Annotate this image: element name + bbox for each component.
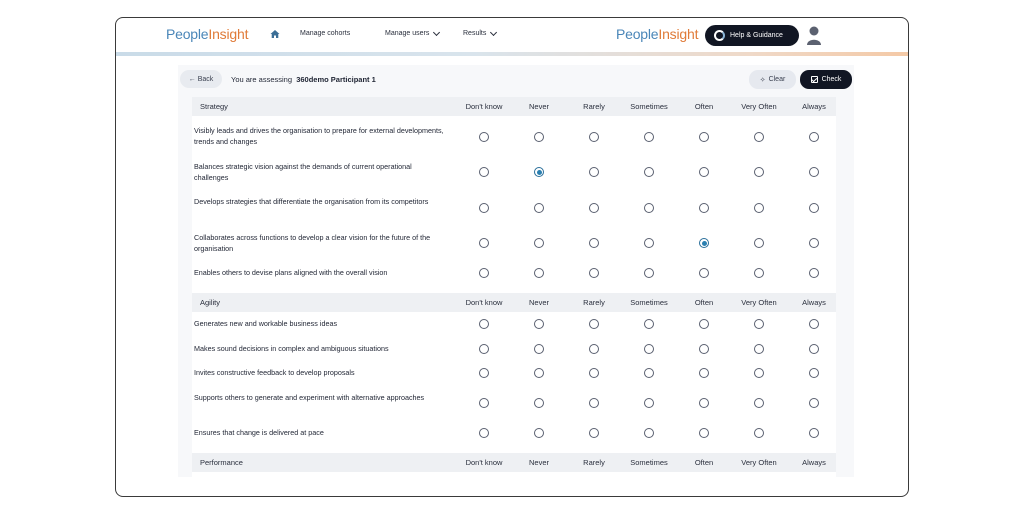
- rating-radio[interactable]: [754, 428, 764, 438]
- column-header: Don't know: [465, 458, 503, 467]
- rating-radio[interactable]: [699, 238, 709, 248]
- column-header: Sometimes: [630, 102, 668, 111]
- question-text: Collaborates across functions to develop a clear vision for the future of the organisation: [194, 233, 431, 253]
- rating-radio[interactable]: [809, 167, 819, 177]
- rating-radio[interactable]: [479, 428, 489, 438]
- column-header: Rarely: [583, 458, 605, 467]
- column-header: Never: [528, 298, 550, 307]
- rating-radio[interactable]: [589, 203, 599, 213]
- assessment-panel: [178, 65, 854, 477]
- rating-radio[interactable]: [534, 368, 544, 378]
- rating-radio[interactable]: [809, 203, 819, 213]
- rating-radio[interactable]: [699, 319, 709, 329]
- participant-name: 360demo Participant 1: [296, 75, 376, 84]
- rating-radio[interactable]: [534, 268, 544, 278]
- rating-radio[interactable]: [479, 368, 489, 378]
- rating-radio[interactable]: [589, 344, 599, 354]
- nav-manage-users[interactable]: Manage users: [385, 30, 439, 37]
- rating-radio[interactable]: [754, 398, 764, 408]
- eraser-icon: ✧: [759, 76, 766, 84]
- column-header: Very Often: [741, 102, 777, 111]
- rating-radio[interactable]: [589, 238, 599, 248]
- rating-radio[interactable]: [534, 428, 544, 438]
- rating-radio[interactable]: [809, 368, 819, 378]
- question-text: Visibly leads and drives the organisation to prepare for external developments, trends and changes: [194, 126, 444, 146]
- column-header: Very Often: [741, 458, 777, 467]
- rating-radio[interactable]: [589, 368, 599, 378]
- rating-radio[interactable]: [534, 203, 544, 213]
- column-header: Rarely: [583, 102, 605, 111]
- column-header: Often: [694, 458, 714, 467]
- rating-radio[interactable]: [479, 398, 489, 408]
- section-header-agility: [192, 293, 836, 312]
- rating-radio[interactable]: [589, 319, 599, 329]
- rating-radio[interactable]: [754, 344, 764, 354]
- app-window: [115, 17, 909, 497]
- rating-radio[interactable]: [479, 319, 489, 329]
- question-text: Enables others to devise plans aligned with the overall vision: [194, 268, 388, 277]
- section-header-performance: [192, 453, 836, 472]
- rating-radio[interactable]: [754, 132, 764, 142]
- rating-radio[interactable]: [644, 132, 654, 142]
- nav-results[interactable]: Results: [463, 30, 496, 37]
- question-text: Ensures that change is delivered at pace: [194, 428, 324, 437]
- rating-radio[interactable]: [534, 398, 544, 408]
- arrow-left-icon: ←: [188, 75, 196, 83]
- rating-radio[interactable]: [534, 319, 544, 329]
- question-text: Makes sound decisions in complex and ambiguous situations: [194, 344, 389, 353]
- column-header: Sometimes: [630, 298, 668, 307]
- check-button[interactable]: Check: [800, 70, 852, 89]
- rating-radio[interactable]: [644, 203, 654, 213]
- column-header: Always: [802, 458, 826, 467]
- chevron-down-icon: [433, 28, 440, 35]
- rating-radio[interactable]: [644, 167, 654, 177]
- column-header: Don't know: [465, 102, 503, 111]
- nav-manage-cohorts[interactable]: Manage cohorts: [300, 30, 351, 37]
- rating-radio[interactable]: [809, 132, 819, 142]
- back-button[interactable]: ← Back: [180, 70, 222, 88]
- column-header: Often: [694, 298, 714, 307]
- rating-radio[interactable]: [754, 319, 764, 329]
- rating-radio[interactable]: [699, 398, 709, 408]
- rating-radio[interactable]: [699, 268, 709, 278]
- column-header: Rarely: [583, 298, 605, 307]
- section-title: Strategy: [200, 102, 228, 111]
- rating-radio[interactable]: [754, 238, 764, 248]
- rating-radio[interactable]: [809, 398, 819, 408]
- rating-radio[interactable]: [479, 268, 489, 278]
- column-header: Very Often: [741, 298, 777, 307]
- header-divider: [116, 52, 908, 56]
- column-header: Often: [694, 102, 714, 111]
- rating-radio[interactable]: [589, 132, 599, 142]
- rating-radio[interactable]: [534, 238, 544, 248]
- section-title: Agility: [200, 298, 221, 307]
- rating-radio[interactable]: [699, 344, 709, 354]
- rating-radio[interactable]: [644, 368, 654, 378]
- home-icon[interactable]: [270, 29, 280, 39]
- rating-radio[interactable]: [479, 344, 489, 354]
- rating-radio[interactable]: [809, 344, 819, 354]
- rating-radio[interactable]: [699, 132, 709, 142]
- rating-radio[interactable]: [644, 238, 654, 248]
- rating-radio[interactable]: [699, 167, 709, 177]
- column-header: Sometimes: [630, 458, 668, 467]
- chevron-down-icon: [490, 28, 497, 35]
- section-header-strategy: [192, 97, 836, 116]
- question-text: Develops strategies that differentiate the organisation from its competitors: [194, 197, 429, 206]
- question-text: Balances strategic vision against the demands of current operational challenges: [194, 162, 412, 182]
- question-text: Invites constructive feedback to develop proposals: [194, 368, 355, 377]
- rating-radio[interactable]: [644, 268, 654, 278]
- rating-radio[interactable]: [479, 167, 489, 177]
- rating-radio[interactable]: [644, 319, 654, 329]
- section-title: Performance: [200, 458, 243, 467]
- question-text: Generates new and workable business ideas: [194, 319, 338, 328]
- rating-radio[interactable]: [699, 428, 709, 438]
- top-nav: [116, 18, 908, 52]
- lifebuoy-icon: [714, 30, 725, 41]
- rating-radio[interactable]: [479, 132, 489, 142]
- rating-radio[interactable]: [754, 368, 764, 378]
- column-header: Always: [802, 298, 826, 307]
- rating-radio[interactable]: [534, 167, 544, 177]
- rating-radio[interactable]: [589, 167, 599, 177]
- rating-radio[interactable]: [809, 319, 819, 329]
- help-guidance-button[interactable]: Help & Guidance: [705, 25, 799, 46]
- rating-radio[interactable]: [589, 428, 599, 438]
- rating-radio[interactable]: [479, 203, 489, 213]
- rating-radio[interactable]: [534, 344, 544, 354]
- column-header: Always: [802, 102, 826, 111]
- user-avatar-icon[interactable]: [806, 25, 822, 45]
- rating-radio[interactable]: [644, 398, 654, 408]
- rating-radio[interactable]: [809, 268, 819, 278]
- rating-radio[interactable]: [699, 203, 709, 213]
- rating-radio[interactable]: [479, 238, 489, 248]
- rating-radio[interactable]: [809, 428, 819, 438]
- rating-radio[interactable]: [754, 268, 764, 278]
- rating-radio[interactable]: [754, 203, 764, 213]
- rating-radio[interactable]: [809, 238, 819, 248]
- column-header: Don't know: [465, 298, 503, 307]
- logo-right: PeopleInsight: [616, 26, 699, 42]
- question-table: [192, 97, 836, 477]
- rating-radio[interactable]: [589, 268, 599, 278]
- column-header: Never: [528, 458, 550, 467]
- clear-button[interactable]: ✧ Clear: [749, 70, 796, 89]
- rating-radio[interactable]: [699, 368, 709, 378]
- logo-left[interactable]: PeopleInsight: [166, 26, 249, 42]
- rating-radio[interactable]: [644, 428, 654, 438]
- assessing-label: You are assessing 360demo Participant 1: [231, 75, 376, 84]
- rating-radio[interactable]: [589, 398, 599, 408]
- rating-radio[interactable]: [534, 132, 544, 142]
- rating-radio[interactable]: [754, 167, 764, 177]
- rating-radio[interactable]: [644, 344, 654, 354]
- column-header: Never: [528, 102, 550, 111]
- question-text: Supports others to generate and experiment with alternative approaches: [194, 393, 425, 402]
- checkbox-icon: [811, 76, 818, 83]
